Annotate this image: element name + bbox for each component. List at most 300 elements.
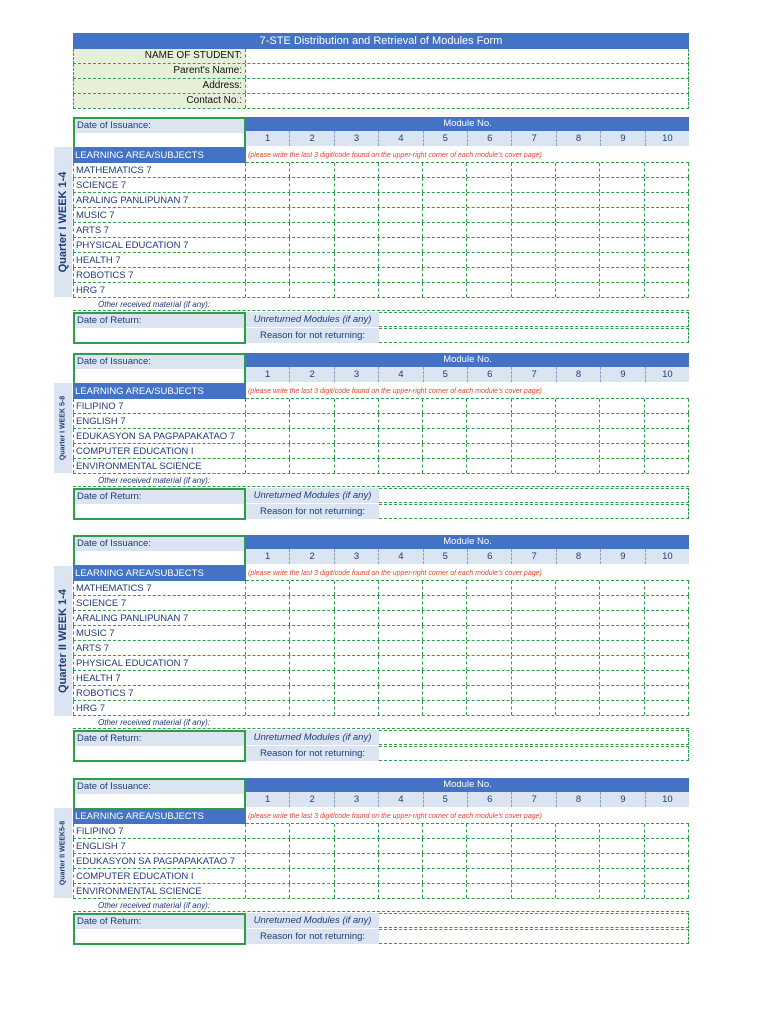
module-code-cell[interactable] (467, 641, 511, 655)
module-code-cell[interactable] (335, 686, 379, 700)
module-code-cell[interactable] (246, 429, 290, 443)
module-code-cell[interactable] (290, 444, 334, 458)
module-code-cell[interactable] (556, 656, 600, 670)
module-code-cell[interactable] (423, 283, 467, 297)
module-code-cell[interactable] (600, 686, 644, 700)
module-code-cell[interactable] (423, 223, 467, 237)
module-code-cell[interactable] (379, 193, 423, 207)
module-code-cell[interactable] (512, 884, 556, 898)
module-code-cell[interactable] (600, 611, 644, 625)
module-code-cell[interactable] (423, 253, 467, 267)
module-code-cell[interactable] (556, 399, 600, 413)
module-code-cell[interactable] (423, 444, 467, 458)
module-code-cell[interactable] (600, 854, 644, 868)
module-code-cell[interactable] (379, 581, 423, 595)
module-code-cell[interactable] (423, 163, 467, 177)
module-code-cell[interactable] (512, 671, 556, 685)
module-code-cell[interactable] (379, 163, 423, 177)
reason-field[interactable] (379, 929, 689, 944)
module-code-cell[interactable] (645, 839, 689, 853)
module-code-cell[interactable] (512, 854, 556, 868)
module-code-cell[interactable] (467, 163, 511, 177)
module-code-cell[interactable] (645, 223, 689, 237)
module-code-cell[interactable] (246, 223, 290, 237)
module-code-cell[interactable] (645, 268, 689, 282)
module-code-cell[interactable] (246, 656, 290, 670)
return-box[interactable] (73, 730, 246, 762)
module-code-cell[interactable] (379, 253, 423, 267)
module-code-cell[interactable] (600, 268, 644, 282)
module-code-cell[interactable] (512, 626, 556, 640)
module-code-cell[interactable] (423, 686, 467, 700)
module-code-cell[interactable] (645, 854, 689, 868)
module-code-cell[interactable] (556, 459, 600, 473)
module-code-cell[interactable] (512, 399, 556, 413)
module-code-cell[interactable] (335, 626, 379, 640)
module-code-cell[interactable] (246, 671, 290, 685)
module-code-cell[interactable] (379, 596, 423, 610)
module-code-cell[interactable] (512, 701, 556, 715)
module-code-cell[interactable] (556, 626, 600, 640)
module-code-cell[interactable] (290, 238, 334, 252)
module-code-cell[interactable] (600, 208, 644, 222)
module-code-cell[interactable] (290, 253, 334, 267)
module-code-cell[interactable] (600, 193, 644, 207)
module-code-cell[interactable] (290, 414, 334, 428)
module-code-cell[interactable] (512, 686, 556, 700)
module-code-cell[interactable] (335, 611, 379, 625)
other-material-row[interactable] (73, 716, 689, 729)
module-code-cell[interactable] (512, 596, 556, 610)
module-code-cell[interactable] (600, 641, 644, 655)
module-code-cell[interactable] (335, 223, 379, 237)
module-code-cell[interactable] (467, 869, 511, 883)
module-code-cell[interactable] (600, 581, 644, 595)
unreturned-field[interactable] (379, 488, 689, 503)
module-code-cell[interactable] (290, 283, 334, 297)
module-code-cell[interactable] (379, 399, 423, 413)
module-code-cell[interactable] (645, 581, 689, 595)
other-material-row[interactable] (73, 899, 689, 912)
module-code-cell[interactable] (423, 611, 467, 625)
module-code-cell[interactable] (645, 283, 689, 297)
module-code-cell[interactable] (246, 626, 290, 640)
student-name-field[interactable] (246, 49, 688, 63)
module-code-cell[interactable] (600, 399, 644, 413)
module-code-cell[interactable] (246, 238, 290, 252)
module-code-cell[interactable] (379, 869, 423, 883)
parent-name-field[interactable] (246, 64, 688, 78)
module-code-cell[interactable] (645, 253, 689, 267)
module-code-cell[interactable] (335, 429, 379, 443)
module-code-cell[interactable] (423, 429, 467, 443)
module-code-cell[interactable] (335, 253, 379, 267)
module-code-cell[interactable] (467, 429, 511, 443)
module-code-cell[interactable] (290, 626, 334, 640)
unreturned-field[interactable] (379, 312, 689, 327)
module-code-cell[interactable] (512, 611, 556, 625)
module-code-cell[interactable] (379, 223, 423, 237)
module-code-cell[interactable] (512, 429, 556, 443)
module-code-cell[interactable] (379, 701, 423, 715)
module-code-cell[interactable] (556, 163, 600, 177)
module-code-cell[interactable] (379, 283, 423, 297)
module-code-cell[interactable] (556, 596, 600, 610)
module-code-cell[interactable] (290, 854, 334, 868)
module-code-cell[interactable] (556, 268, 600, 282)
module-code-cell[interactable] (423, 581, 467, 595)
module-code-cell[interactable] (467, 223, 511, 237)
module-code-cell[interactable] (512, 253, 556, 267)
module-code-cell[interactable] (645, 163, 689, 177)
module-code-cell[interactable] (246, 824, 290, 838)
module-code-cell[interactable] (467, 208, 511, 222)
module-code-cell[interactable] (600, 163, 644, 177)
module-code-cell[interactable] (512, 414, 556, 428)
module-code-cell[interactable] (512, 208, 556, 222)
module-code-cell[interactable] (556, 581, 600, 595)
module-code-cell[interactable] (600, 884, 644, 898)
module-code-cell[interactable] (467, 178, 511, 192)
module-code-cell[interactable] (645, 701, 689, 715)
module-code-cell[interactable] (379, 429, 423, 443)
module-code-cell[interactable] (379, 854, 423, 868)
module-code-cell[interactable] (556, 253, 600, 267)
module-code-cell[interactable] (556, 238, 600, 252)
module-code-cell[interactable] (335, 581, 379, 595)
module-code-cell[interactable] (335, 399, 379, 413)
module-code-cell[interactable] (423, 596, 467, 610)
module-code-cell[interactable] (423, 839, 467, 853)
module-code-cell[interactable] (379, 671, 423, 685)
reason-field[interactable] (379, 746, 689, 761)
module-code-cell[interactable] (556, 283, 600, 297)
module-code-cell[interactable] (290, 884, 334, 898)
module-code-cell[interactable] (556, 869, 600, 883)
module-code-cell[interactable] (290, 399, 334, 413)
module-code-cell[interactable] (423, 701, 467, 715)
module-code-cell[interactable] (379, 884, 423, 898)
module-code-cell[interactable] (645, 671, 689, 685)
return-box[interactable] (73, 913, 246, 945)
module-code-cell[interactable] (512, 193, 556, 207)
module-code-cell[interactable] (246, 399, 290, 413)
module-code-cell[interactable] (423, 193, 467, 207)
module-code-cell[interactable] (467, 268, 511, 282)
module-code-cell[interactable] (290, 581, 334, 595)
module-code-cell[interactable] (600, 429, 644, 443)
module-code-cell[interactable] (290, 824, 334, 838)
module-code-cell[interactable] (335, 641, 379, 655)
module-code-cell[interactable] (290, 671, 334, 685)
module-code-cell[interactable] (335, 459, 379, 473)
module-code-cell[interactable] (246, 641, 290, 655)
module-code-cell[interactable] (246, 611, 290, 625)
module-code-cell[interactable] (645, 444, 689, 458)
module-code-cell[interactable] (467, 238, 511, 252)
module-code-cell[interactable] (379, 208, 423, 222)
module-code-cell[interactable] (467, 399, 511, 413)
module-code-cell[interactable] (423, 671, 467, 685)
module-code-cell[interactable] (423, 884, 467, 898)
module-code-cell[interactable] (379, 839, 423, 853)
reason-field[interactable] (379, 504, 689, 519)
module-code-cell[interactable] (600, 839, 644, 853)
module-code-cell[interactable] (246, 253, 290, 267)
module-code-cell[interactable] (556, 414, 600, 428)
module-code-cell[interactable] (335, 414, 379, 428)
module-code-cell[interactable] (290, 193, 334, 207)
module-code-cell[interactable] (512, 581, 556, 595)
module-code-cell[interactable] (246, 596, 290, 610)
module-code-cell[interactable] (335, 656, 379, 670)
module-code-cell[interactable] (423, 641, 467, 655)
module-code-cell[interactable] (246, 268, 290, 282)
module-code-cell[interactable] (379, 268, 423, 282)
module-code-cell[interactable] (290, 656, 334, 670)
module-code-cell[interactable] (645, 429, 689, 443)
module-code-cell[interactable] (290, 641, 334, 655)
module-code-cell[interactable] (467, 824, 511, 838)
module-code-cell[interactable] (246, 854, 290, 868)
module-code-cell[interactable] (290, 178, 334, 192)
module-code-cell[interactable] (600, 178, 644, 192)
module-code-cell[interactable] (379, 459, 423, 473)
module-code-cell[interactable] (600, 459, 644, 473)
module-code-cell[interactable] (556, 611, 600, 625)
module-code-cell[interactable] (423, 854, 467, 868)
module-code-cell[interactable] (512, 444, 556, 458)
module-code-cell[interactable] (290, 686, 334, 700)
module-code-cell[interactable] (467, 459, 511, 473)
module-code-cell[interactable] (645, 641, 689, 655)
unreturned-field[interactable] (379, 730, 689, 745)
module-code-cell[interactable] (600, 596, 644, 610)
module-code-cell[interactable] (290, 839, 334, 853)
module-code-cell[interactable] (512, 824, 556, 838)
return-box[interactable] (73, 488, 246, 520)
issuance-box[interactable] (73, 117, 246, 149)
module-code-cell[interactable] (423, 824, 467, 838)
module-code-cell[interactable] (423, 414, 467, 428)
module-code-cell[interactable] (467, 671, 511, 685)
module-code-cell[interactable] (335, 596, 379, 610)
module-code-cell[interactable] (600, 283, 644, 297)
module-code-cell[interactable] (290, 268, 334, 282)
issuance-box[interactable] (73, 535, 246, 567)
module-code-cell[interactable] (335, 701, 379, 715)
module-code-cell[interactable] (246, 414, 290, 428)
module-code-cell[interactable] (556, 429, 600, 443)
module-code-cell[interactable] (645, 884, 689, 898)
module-code-cell[interactable] (335, 193, 379, 207)
module-code-cell[interactable] (645, 399, 689, 413)
module-code-cell[interactable] (556, 193, 600, 207)
module-code-cell[interactable] (645, 611, 689, 625)
module-code-cell[interactable] (600, 444, 644, 458)
module-code-cell[interactable] (512, 641, 556, 655)
module-code-cell[interactable] (467, 253, 511, 267)
module-code-cell[interactable] (556, 701, 600, 715)
module-code-cell[interactable] (600, 701, 644, 715)
module-code-cell[interactable] (467, 626, 511, 640)
module-code-cell[interactable] (335, 163, 379, 177)
module-code-cell[interactable] (290, 701, 334, 715)
module-code-cell[interactable] (556, 444, 600, 458)
module-code-cell[interactable] (246, 581, 290, 595)
module-code-cell[interactable] (645, 596, 689, 610)
issuance-box[interactable] (73, 353, 246, 385)
module-code-cell[interactable] (600, 671, 644, 685)
module-code-cell[interactable] (556, 839, 600, 853)
issuance-box[interactable] (73, 778, 246, 810)
module-code-cell[interactable] (556, 854, 600, 868)
module-code-cell[interactable] (600, 238, 644, 252)
return-box[interactable] (73, 312, 246, 344)
module-code-cell[interactable] (645, 178, 689, 192)
module-code-cell[interactable] (379, 414, 423, 428)
module-code-cell[interactable] (600, 824, 644, 838)
module-code-cell[interactable] (556, 686, 600, 700)
module-code-cell[interactable] (246, 163, 290, 177)
module-code-cell[interactable] (467, 283, 511, 297)
module-code-cell[interactable] (645, 208, 689, 222)
module-code-cell[interactable] (423, 268, 467, 282)
module-code-cell[interactable] (467, 839, 511, 853)
module-code-cell[interactable] (423, 626, 467, 640)
module-code-cell[interactable] (290, 429, 334, 443)
module-code-cell[interactable] (467, 686, 511, 700)
module-code-cell[interactable] (556, 208, 600, 222)
module-code-cell[interactable] (645, 686, 689, 700)
module-code-cell[interactable] (335, 671, 379, 685)
module-code-cell[interactable] (512, 268, 556, 282)
module-code-cell[interactable] (290, 611, 334, 625)
module-code-cell[interactable] (467, 193, 511, 207)
module-code-cell[interactable] (335, 283, 379, 297)
module-code-cell[interactable] (423, 869, 467, 883)
module-code-cell[interactable] (556, 641, 600, 655)
module-code-cell[interactable] (335, 238, 379, 252)
module-code-cell[interactable] (423, 399, 467, 413)
module-code-cell[interactable] (512, 283, 556, 297)
module-code-cell[interactable] (645, 869, 689, 883)
address-field[interactable] (246, 79, 688, 93)
other-material-row[interactable] (73, 298, 689, 311)
module-code-cell[interactable] (467, 611, 511, 625)
module-code-cell[interactable] (467, 854, 511, 868)
module-code-cell[interactable] (600, 414, 644, 428)
module-code-cell[interactable] (600, 253, 644, 267)
module-code-cell[interactable] (645, 656, 689, 670)
module-code-cell[interactable] (600, 656, 644, 670)
module-code-cell[interactable] (467, 656, 511, 670)
module-code-cell[interactable] (423, 178, 467, 192)
module-code-cell[interactable] (379, 686, 423, 700)
reason-field[interactable] (379, 328, 689, 343)
module-code-cell[interactable] (512, 178, 556, 192)
module-code-cell[interactable] (335, 824, 379, 838)
contact-field[interactable] (246, 94, 688, 108)
module-code-cell[interactable] (556, 223, 600, 237)
module-code-cell[interactable] (379, 178, 423, 192)
module-code-cell[interactable] (379, 611, 423, 625)
module-code-cell[interactable] (556, 884, 600, 898)
module-code-cell[interactable] (379, 656, 423, 670)
module-code-cell[interactable] (290, 208, 334, 222)
module-code-cell[interactable] (290, 869, 334, 883)
module-code-cell[interactable] (467, 444, 511, 458)
module-code-cell[interactable] (379, 444, 423, 458)
module-code-cell[interactable] (467, 701, 511, 715)
module-code-cell[interactable] (379, 238, 423, 252)
module-code-cell[interactable] (423, 459, 467, 473)
module-code-cell[interactable] (290, 163, 334, 177)
module-code-cell[interactable] (645, 414, 689, 428)
module-code-cell[interactable] (645, 824, 689, 838)
module-code-cell[interactable] (335, 268, 379, 282)
module-code-cell[interactable] (246, 839, 290, 853)
module-code-cell[interactable] (467, 884, 511, 898)
module-code-cell[interactable] (512, 238, 556, 252)
module-code-cell[interactable] (512, 459, 556, 473)
module-code-cell[interactable] (290, 223, 334, 237)
module-code-cell[interactable] (512, 223, 556, 237)
module-code-cell[interactable] (246, 444, 290, 458)
module-code-cell[interactable] (246, 701, 290, 715)
module-code-cell[interactable] (556, 671, 600, 685)
module-code-cell[interactable] (246, 208, 290, 222)
module-code-cell[interactable] (379, 641, 423, 655)
module-code-cell[interactable] (335, 839, 379, 853)
module-code-cell[interactable] (335, 208, 379, 222)
module-code-cell[interactable] (290, 596, 334, 610)
other-material-row[interactable] (73, 474, 689, 487)
module-code-cell[interactable] (335, 444, 379, 458)
module-code-cell[interactable] (379, 626, 423, 640)
module-code-cell[interactable] (512, 839, 556, 853)
module-code-cell[interactable] (556, 178, 600, 192)
module-code-cell[interactable] (600, 223, 644, 237)
module-code-cell[interactable] (512, 869, 556, 883)
module-code-cell[interactable] (246, 193, 290, 207)
module-code-cell[interactable] (246, 459, 290, 473)
module-code-cell[interactable] (246, 178, 290, 192)
module-code-cell[interactable] (335, 869, 379, 883)
module-code-cell[interactable] (379, 824, 423, 838)
module-code-cell[interactable] (600, 626, 644, 640)
module-code-cell[interactable] (246, 283, 290, 297)
module-code-cell[interactable] (645, 193, 689, 207)
module-code-cell[interactable] (556, 824, 600, 838)
module-code-cell[interactable] (512, 656, 556, 670)
module-code-cell[interactable] (246, 686, 290, 700)
module-code-cell[interactable] (246, 884, 290, 898)
module-code-cell[interactable] (335, 884, 379, 898)
module-code-cell[interactable] (335, 178, 379, 192)
module-code-cell[interactable] (246, 869, 290, 883)
module-code-cell[interactable] (290, 459, 334, 473)
module-code-cell[interactable] (467, 414, 511, 428)
module-code-cell[interactable] (335, 854, 379, 868)
module-code-cell[interactable] (467, 596, 511, 610)
module-code-cell[interactable] (423, 238, 467, 252)
module-code-cell[interactable] (467, 581, 511, 595)
module-code-cell[interactable] (512, 163, 556, 177)
module-code-cell[interactable] (645, 459, 689, 473)
module-code-cell[interactable] (645, 238, 689, 252)
module-code-cell[interactable] (600, 869, 644, 883)
